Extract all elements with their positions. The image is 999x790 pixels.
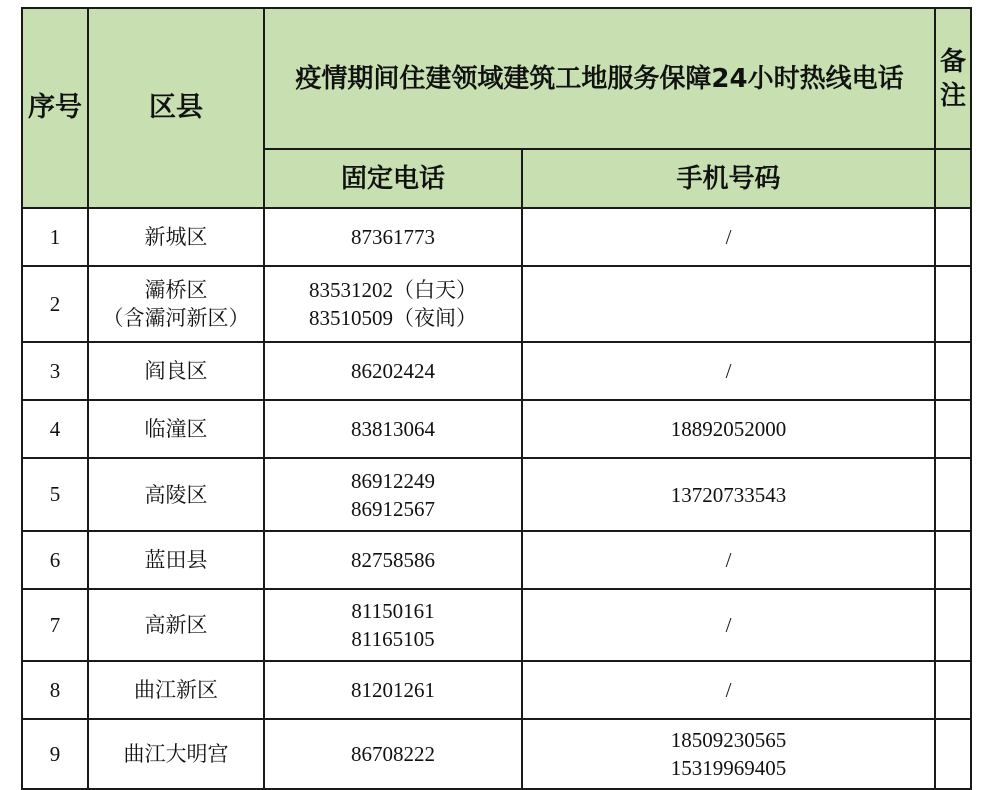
cell-landline-line: 86912249 xyxy=(351,468,435,493)
cell-landline xyxy=(264,589,522,661)
table-row xyxy=(22,400,971,458)
table-row xyxy=(22,266,971,342)
cell-district-line: 曲江大明宫 xyxy=(123,742,229,766)
hotline-table xyxy=(21,7,972,790)
cell-index: 7 xyxy=(22,589,88,661)
cell-district-line: 新城区 xyxy=(144,225,208,249)
cell-note xyxy=(935,342,971,400)
table-row xyxy=(22,589,971,661)
cell-landline xyxy=(264,342,522,400)
cell-district-line: 临潼区 xyxy=(144,417,208,441)
cell-district-line: （含灞河新区） xyxy=(102,306,250,330)
header-index: 序号 xyxy=(22,8,88,208)
cell-mobile-line: 18892052000 xyxy=(670,417,787,441)
cell-mobile xyxy=(522,266,935,342)
cell-district-line: 灞桥区 xyxy=(144,278,208,302)
header-landline: 固定电话 xyxy=(264,149,522,208)
cell-index: 5 xyxy=(22,458,88,531)
table-row xyxy=(22,458,971,531)
cell-mobile xyxy=(522,342,935,400)
cell-landline-line: 83510509（夜间） xyxy=(309,306,477,330)
cell-landline-line: 87361773 xyxy=(351,225,435,249)
table-row xyxy=(22,661,971,719)
cell-index: 8 xyxy=(22,661,88,719)
cell-mobile xyxy=(522,400,935,458)
cell-district xyxy=(88,458,264,531)
cell-mobile xyxy=(522,589,935,661)
cell-landline-line: 81201261 xyxy=(351,678,435,702)
cell-note xyxy=(935,458,971,531)
cell-note xyxy=(935,719,971,789)
cell-landline xyxy=(264,208,522,266)
header-note-blank xyxy=(935,149,971,208)
cell-mobile xyxy=(522,531,935,589)
cell-landline xyxy=(264,531,522,589)
cell-mobile-line: / xyxy=(725,225,732,249)
cell-note xyxy=(935,208,971,266)
table-row xyxy=(22,342,971,400)
cell-landline-line: 86708222 xyxy=(351,742,435,766)
cell-note xyxy=(935,589,971,661)
cell-landline xyxy=(264,661,522,719)
cell-landline-line: 81165105 xyxy=(351,627,435,651)
cell-index: 9 xyxy=(22,719,88,789)
cell-landline-line: 83813064 xyxy=(351,417,435,441)
cell-landline-line: 86202424 xyxy=(351,359,435,383)
header-row-main xyxy=(22,8,971,149)
cell-index: 2 xyxy=(22,266,88,342)
cell-district-line: 高陵区 xyxy=(144,482,208,507)
cell-note xyxy=(935,661,971,719)
table-row xyxy=(22,208,971,266)
cell-index: 1 xyxy=(22,208,88,266)
cell-mobile-line: 18509230565 xyxy=(670,728,787,752)
header-district: 区县 xyxy=(88,8,264,208)
cell-mobile xyxy=(522,719,935,789)
cell-index: 4 xyxy=(22,400,88,458)
cell-district-line: 曲江新区 xyxy=(134,678,218,702)
cell-district-line: 蓝田县 xyxy=(144,548,208,572)
header-mobile: 手机号码 xyxy=(522,149,935,208)
cell-note xyxy=(935,266,971,342)
cell-mobile xyxy=(522,661,935,719)
cell-index: 6 xyxy=(22,531,88,589)
cell-mobile-line: 13720733543 xyxy=(670,482,787,507)
cell-landline xyxy=(264,266,522,342)
cell-district xyxy=(88,661,264,719)
cell-district-line: 阎良区 xyxy=(144,359,208,383)
cell-landline-line: 83531202（白天） xyxy=(309,278,477,302)
cell-district xyxy=(88,342,264,400)
cell-mobile-line: 15319969405 xyxy=(670,756,787,780)
cell-note xyxy=(935,531,971,589)
cell-district xyxy=(88,400,264,458)
header-title: 疫情期间住建领域建筑工地服务保障24小时热线电话 xyxy=(264,8,935,149)
cell-district xyxy=(88,531,264,589)
cell-mobile-line: / xyxy=(725,678,732,702)
cell-district xyxy=(88,208,264,266)
cell-landline-line: 81150161 xyxy=(351,599,435,623)
cell-district xyxy=(88,719,264,789)
cell-mobile-line: / xyxy=(725,613,732,637)
cell-landline xyxy=(264,458,522,531)
cell-index: 3 xyxy=(22,342,88,400)
table-row xyxy=(22,531,971,589)
cell-district xyxy=(88,589,264,661)
table-row xyxy=(22,719,971,789)
header-note: 备注 xyxy=(935,8,971,149)
cell-landline-line: 82758586 xyxy=(351,548,435,572)
cell-landline-line: 86912567 xyxy=(351,496,435,521)
cell-landline xyxy=(264,400,522,458)
cell-landline xyxy=(264,719,522,789)
cell-mobile-line: / xyxy=(725,548,732,572)
cell-district-line: 高新区 xyxy=(144,613,208,637)
cell-mobile-line: / xyxy=(725,359,732,383)
cell-note xyxy=(935,400,971,458)
cell-mobile xyxy=(522,458,935,531)
cell-district xyxy=(88,266,264,342)
cell-mobile xyxy=(522,208,935,266)
